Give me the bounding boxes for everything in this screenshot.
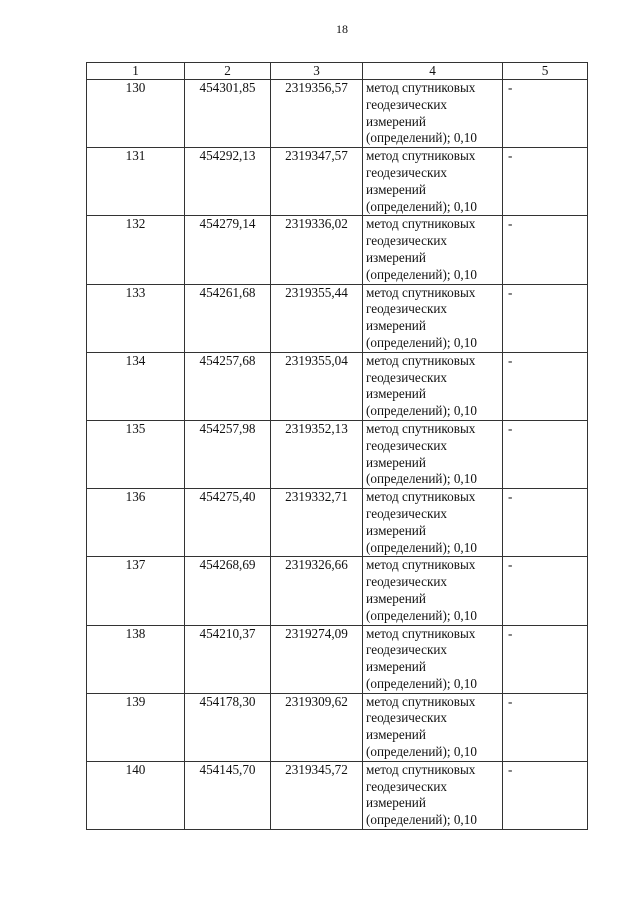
table-row bbox=[87, 148, 588, 216]
method-cell: метод спутниковых геодезических измерений (определений); 0,10 bbox=[363, 352, 503, 420]
column-header: 5 bbox=[503, 63, 588, 80]
point-number-cell: 138 bbox=[87, 625, 185, 693]
method-cell: метод спутниковых геодезических измерений (определений); 0,10 bbox=[363, 216, 503, 284]
note-cell: - bbox=[503, 625, 588, 693]
method-cell: метод спутниковых геодезических измерений (определений); 0,10 bbox=[363, 761, 503, 829]
point-number-cell: 140 bbox=[87, 761, 185, 829]
table-header-row bbox=[87, 63, 588, 80]
x-coordinate-cell: 454268,69 bbox=[185, 557, 271, 625]
y-coordinate-cell: 2319355,04 bbox=[271, 352, 363, 420]
y-coordinate-cell: 2319332,71 bbox=[271, 489, 363, 557]
note-cell: - bbox=[503, 148, 588, 216]
coordinates-table bbox=[86, 62, 588, 830]
table-row bbox=[87, 216, 588, 284]
column-header: 1 bbox=[87, 63, 185, 80]
table-row bbox=[87, 557, 588, 625]
column-header: 3 bbox=[271, 63, 363, 80]
table-row bbox=[87, 489, 588, 557]
table-row bbox=[87, 80, 588, 148]
point-number-cell: 135 bbox=[87, 420, 185, 488]
method-cell: метод спутниковых геодезических измерений (определений); 0,10 bbox=[363, 489, 503, 557]
method-cell: метод спутниковых геодезических измерений (определений); 0,10 bbox=[363, 148, 503, 216]
x-coordinate-cell: 454178,30 bbox=[185, 693, 271, 761]
table-row bbox=[87, 761, 588, 829]
note-cell: - bbox=[503, 761, 588, 829]
method-cell: метод спутниковых геодезических измерений (определений); 0,10 bbox=[363, 420, 503, 488]
table-row bbox=[87, 625, 588, 693]
y-coordinate-cell: 2319352,13 bbox=[271, 420, 363, 488]
point-number-cell: 134 bbox=[87, 352, 185, 420]
note-cell: - bbox=[503, 284, 588, 352]
table-row bbox=[87, 693, 588, 761]
method-cell: метод спутниковых геодезических измерений (определений); 0,10 bbox=[363, 557, 503, 625]
x-coordinate-cell: 454257,98 bbox=[185, 420, 271, 488]
y-coordinate-cell: 2319309,62 bbox=[271, 693, 363, 761]
y-coordinate-cell: 2319336,02 bbox=[271, 216, 363, 284]
point-number-cell: 139 bbox=[87, 693, 185, 761]
method-cell: метод спутниковых геодезических измерений (определений); 0,10 bbox=[363, 625, 503, 693]
note-cell: - bbox=[503, 693, 588, 761]
method-cell: метод спутниковых геодезических измерений (определений); 0,10 bbox=[363, 80, 503, 148]
column-header: 2 bbox=[185, 63, 271, 80]
x-coordinate-cell: 454210,37 bbox=[185, 625, 271, 693]
x-coordinate-cell: 454292,13 bbox=[185, 148, 271, 216]
y-coordinate-cell: 2319326,66 bbox=[271, 557, 363, 625]
x-coordinate-cell: 454275,40 bbox=[185, 489, 271, 557]
x-coordinate-cell: 454261,68 bbox=[185, 284, 271, 352]
note-cell: - bbox=[503, 557, 588, 625]
table-row bbox=[87, 352, 588, 420]
column-header: 4 bbox=[363, 63, 503, 80]
note-cell: - bbox=[503, 489, 588, 557]
y-coordinate-cell: 2319274,09 bbox=[271, 625, 363, 693]
x-coordinate-cell: 454145,70 bbox=[185, 761, 271, 829]
y-coordinate-cell: 2319347,57 bbox=[271, 148, 363, 216]
point-number-cell: 130 bbox=[87, 80, 185, 148]
table-row bbox=[87, 284, 588, 352]
y-coordinate-cell: 2319355,44 bbox=[271, 284, 363, 352]
point-number-cell: 136 bbox=[87, 489, 185, 557]
point-number-cell: 137 bbox=[87, 557, 185, 625]
table-row bbox=[87, 420, 588, 488]
y-coordinate-cell: 2319356,57 bbox=[271, 80, 363, 148]
page-number: 18 bbox=[336, 22, 348, 36]
point-number-cell: 131 bbox=[87, 148, 185, 216]
x-coordinate-cell: 454279,14 bbox=[185, 216, 271, 284]
note-cell: - bbox=[503, 80, 588, 148]
note-cell: - bbox=[503, 420, 588, 488]
note-cell: - bbox=[503, 216, 588, 284]
point-number-cell: 133 bbox=[87, 284, 185, 352]
method-cell: метод спутниковых геодезических измерений (определений); 0,10 bbox=[363, 284, 503, 352]
point-number-cell: 132 bbox=[87, 216, 185, 284]
x-coordinate-cell: 454301,85 bbox=[185, 80, 271, 148]
y-coordinate-cell: 2319345,72 bbox=[271, 761, 363, 829]
table-body bbox=[87, 80, 588, 830]
method-cell: метод спутниковых геодезических измерений (определений); 0,10 bbox=[363, 693, 503, 761]
note-cell: - bbox=[503, 352, 588, 420]
x-coordinate-cell: 454257,68 bbox=[185, 352, 271, 420]
